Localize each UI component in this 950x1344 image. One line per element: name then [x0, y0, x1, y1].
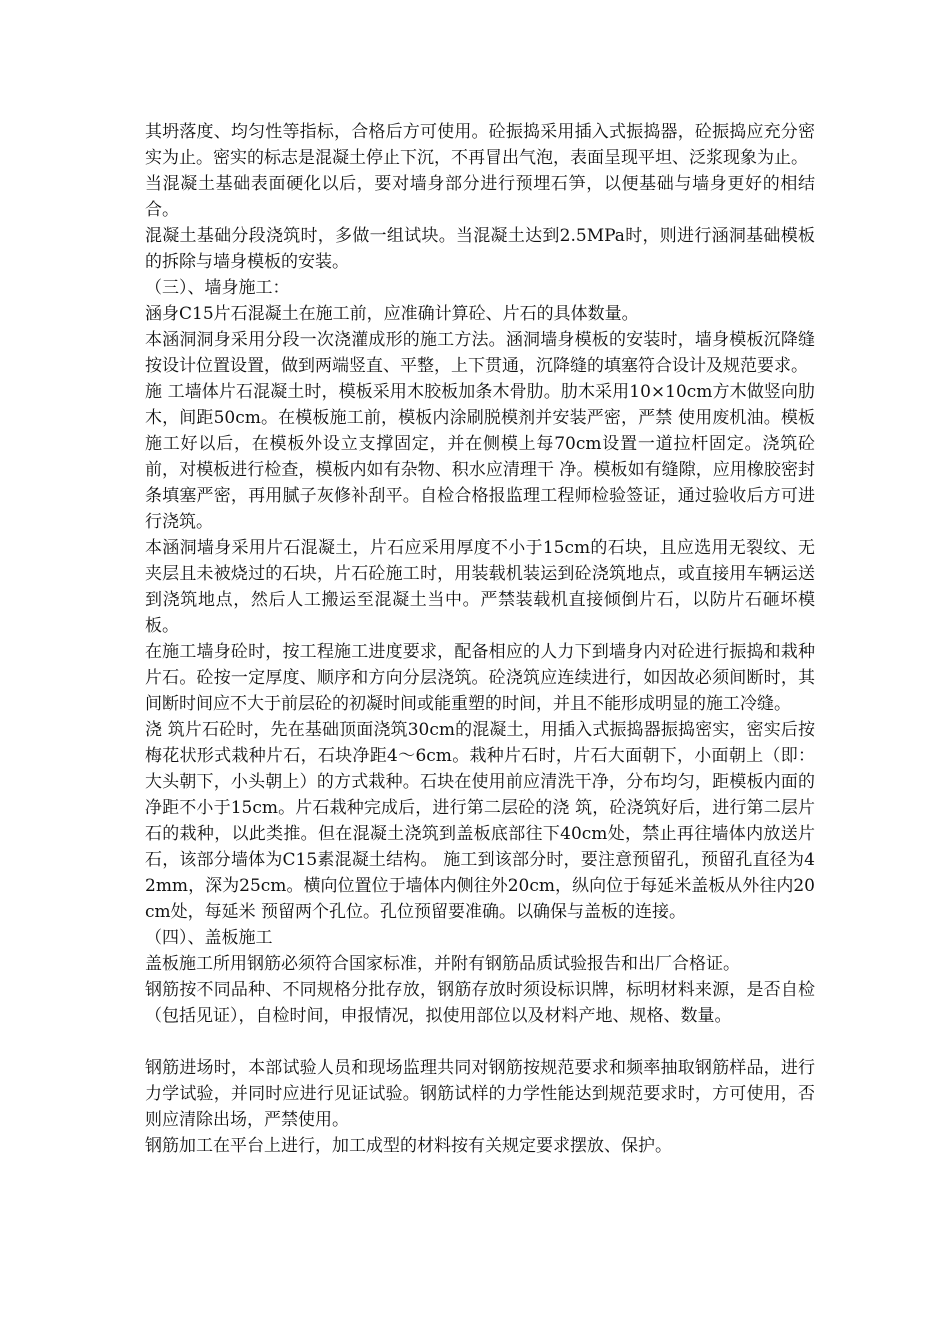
paragraph-rebar-processing: 钢筋加工在平台上进行，加工成型的材料按有关规定要求摆放、保护。 [145, 1136, 672, 1156]
paragraph-rebar-storage: 钢筋按不同品种、不同规格分批存放，钢筋存放时须设标识牌，标明材料来源，是否自检（包括见证），自检时间，申报情况，拟使用部位以及材料产地、规格、数量。 [145, 980, 815, 1026]
paragraph-rubble-stone: 本涵洞墙身采用片石混凝土，片石应采用厚度不小于15cm的石块，且应选用无裂纹、无夹层且未被烧过的石块，片石砼施工时，用装载机装运到砼浇筑地点，或直接用车辆运送到浇筑地点，然后人工搬运至混凝土当中。严禁装载机直接倾倒片石，以防片石砸坏模板。 [145, 538, 815, 636]
section-heading-cover-slab: （四）、盖板施工 [145, 928, 273, 948]
paragraph-casting-method: 本涵洞洞身采用分段一次浇灌成形的施工方法。涵洞墙身模板的安装时，墙身模板沉降缝按设计位置设置，做到两端竖直、平整，上下贯通，沉降缝的填塞符合设计及规范要求。 [145, 330, 815, 376]
paragraph-embedded-stones: 当混凝土基础表面硬化以后，要对墙身部分进行预埋石笋，以便基础与墙身更好的相结合。 [145, 174, 815, 220]
paragraph-foundation-segments: 混凝土基础分段浇筑时，多做一组试块。当混凝土达到2.5MPa时，则进行涵洞基础模板的拆除与墙身模板的安装。 [145, 226, 815, 272]
document-body [145, 119, 815, 1159]
paragraph-concrete-slump: 其坍落度、均匀性等指标，合格后方可使用。砼振捣采用插入式振捣器，砼振捣应充分密实为止。密实的标志是混凝土停止下沉，不再冒出气泡，表面呈现平坦、泛浆现象为止。 [145, 122, 815, 168]
paragraph-rebar-testing: 钢筋进场时，本部试验人员和现场监理共同对钢筋按规范要求和频率抽取钢筋样品，进行力学试验，并同时应进行见证试验。钢筋试样的力学性能达到规范要求时，方可使用，否则应清除出场，严禁使用。 [145, 1058, 815, 1130]
paragraph-stone-placement: 浇 筑片石砼时，先在基础顶面浇筑30cm的混凝土，用插入式振捣器振捣密实，密实后按梅花状形式栽种片石，石块净距4～6cm。栽种片石时，片石大面朝下，小面朝上（即：大头朝下，小头朝上）的方式栽种。石块在使用前应清洗干净，分布均匀，距模板内面的净距不小于15cm。片石栽种完成后，进行第二层砼的浇 筑，砼浇筑好后，进行第二层片石的栽种，以此类推。但在混凝土浇筑到盖板底部往下40cm处，禁止再往墙体内放送片石，该部分墙体为C15素混凝土结构。 施工到该部分时，要注意预留孔，预留孔直径为42mm，深为25cm。横向位置位于墙体内侧往外20cm，纵向位于每延米盖板从外往内20cm处，每延米 预留两个孔位。孔位预留要准确。以确保与盖板的连接。 [145, 720, 815, 922]
paragraph-c15-quantity: 涵身C15片石混凝土在施工前，应准确计算砼、片石的具体数量。 [145, 304, 639, 324]
section-heading-wall-construction: （三）、墙身施工： [145, 278, 290, 298]
blank-line [145, 1029, 815, 1055]
paragraph-rebar-standard: 盖板施工所用钢筋必须符合国家标准，并附有钢筋品质试验报告和出厂合格证。 [145, 954, 740, 974]
paragraph-wall-pouring: 在施工墙身砼时，按工程施工进度要求，配备相应的人力下到墙身内对砼进行振捣和栽种片石。砼按一定厚度、顺序和方向分层浇筑。砼浇筑应连续进行，如因故必须间断时，其间断时间应不大于前层砼的初凝时间或能重塑的时间，并且不能形成明显的施工冷缝。 [145, 642, 815, 714]
paragraph-formwork: 施 工墙体片石混凝土时，模板采用木胶板加条木骨肋。肋木采用10×10cm方木做竖向肋木，间距50cm。在模板施工前，模板内涂刷脱模剂并安装严密，严禁 使用废机油。模板施工好以后，在模板外设立支撑固定，并在侧模上每70cm设置一道拉杆固定。浇筑砼前，对模板进行检查，模板内如有杂物、积水应清理干 净。模板如有缝隙，应用橡胶密封条填塞严密，再用腻子灰修补刮平。自检合格报监理工程师检验签证，通过验收后方可进行浇筑。 [145, 382, 815, 532]
